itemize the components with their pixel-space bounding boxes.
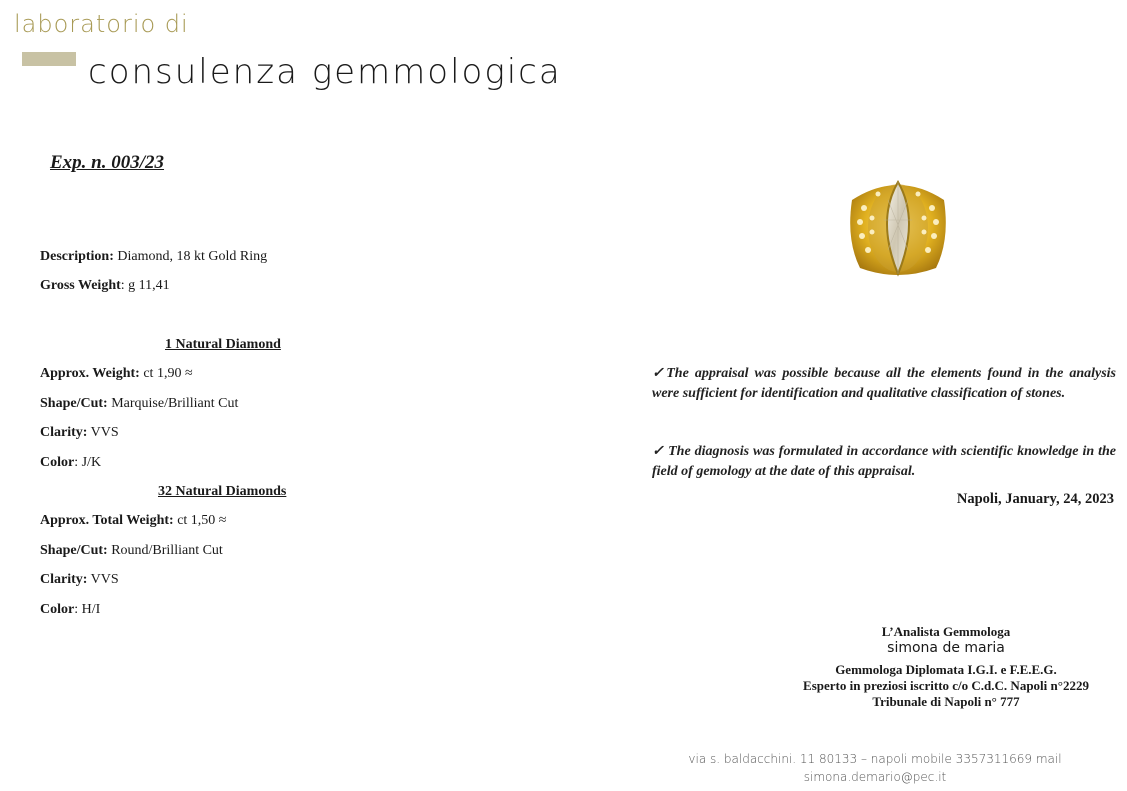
g2-weight-label: Approx. Total Weight: [40, 513, 174, 528]
g1-clarity-row [40, 425, 119, 441]
logo-bar [22, 52, 76, 66]
g1-weight-label: Approx. Weight: [40, 366, 140, 381]
g2-weight-value: ct 1,50 ≈ [173, 513, 227, 528]
g1-shape-value: Marquise/Brilliant Cut [107, 396, 239, 411]
signature-title: L’Analista Gemmologa [881, 624, 1011, 639]
g1-shape-row [40, 396, 238, 412]
ring-photo [838, 170, 958, 282]
footer-address: via s. baldacchini. 11 80133 – napoli mobile 3357311669 mail [688, 752, 1062, 766]
g2-color-row [40, 602, 100, 618]
note-diagnosis: ✓ The diagnosis was formulated in accordance with scientific knowledge in the field of gemology at the date of this appraisal. [652, 444, 1116, 479]
date: Napoli, January, 24, 2023 [956, 491, 1114, 507]
exp-number: Exp. n. 003/23 [50, 152, 165, 173]
footer-email: simona.demario@pec.it [803, 770, 947, 784]
signature-line-3: Tribunale di Napoli n° 777 [872, 694, 1020, 709]
g2-shape-row [40, 543, 223, 559]
g2-clarity-label: Clarity: [40, 572, 88, 587]
g1-shape-label: Shape/Cut: [40, 396, 108, 411]
g1-weight-value: ct 1,90 ≈ [139, 366, 193, 381]
g1-color-row [40, 455, 101, 471]
stone-group-1-title: 1 Natural Diamond [165, 337, 281, 352]
signature-line-1: Gemmologa Diplomata I.G.I. e F.E.E.G. [835, 662, 1057, 677]
description-label: Description: [40, 249, 114, 264]
g2-shape-label: Shape/Cut: [40, 543, 108, 558]
g2-shape-value: Round/Brilliant Cut [107, 543, 223, 558]
g2-color-label: Color [40, 602, 75, 617]
g1-clarity-value: VVS [87, 425, 119, 440]
logo-line-2: consulenza gemmologica [88, 52, 562, 92]
stone-group-2-title: 32 Natural Diamonds [158, 484, 287, 499]
g2-clarity-value: VVS [87, 572, 119, 587]
g1-color-label: Color [40, 455, 75, 470]
g2-color-value: : H/I [74, 602, 101, 617]
logo-line-1: laboratorio di [14, 10, 189, 38]
g1-weight-row [40, 366, 193, 382]
signature-line-2: Esperto in preziosi iscritto c/o C.d.C. Napoli n°2229 [803, 678, 1089, 693]
signature-name: simona de maria [887, 640, 1005, 656]
description-row [40, 249, 267, 265]
gross-weight-value: : g 11,41 [120, 278, 170, 293]
g2-weight-row [40, 513, 226, 529]
description-value: Diamond, 18 kt Gold Ring [113, 249, 268, 264]
g1-clarity-label: Clarity: [40, 425, 88, 440]
note-appraisal: ✓The appraisal was possible because all the elements found in the analysis were sufficient for identification and qualitative classification of stones. [652, 366, 1116, 401]
gross-weight-row [40, 278, 170, 294]
gross-weight-label: Gross Weight [40, 278, 121, 293]
g2-clarity-row [40, 572, 119, 588]
g1-color-value: : J/K [74, 455, 102, 470]
signature-block [760, 624, 1127, 710]
